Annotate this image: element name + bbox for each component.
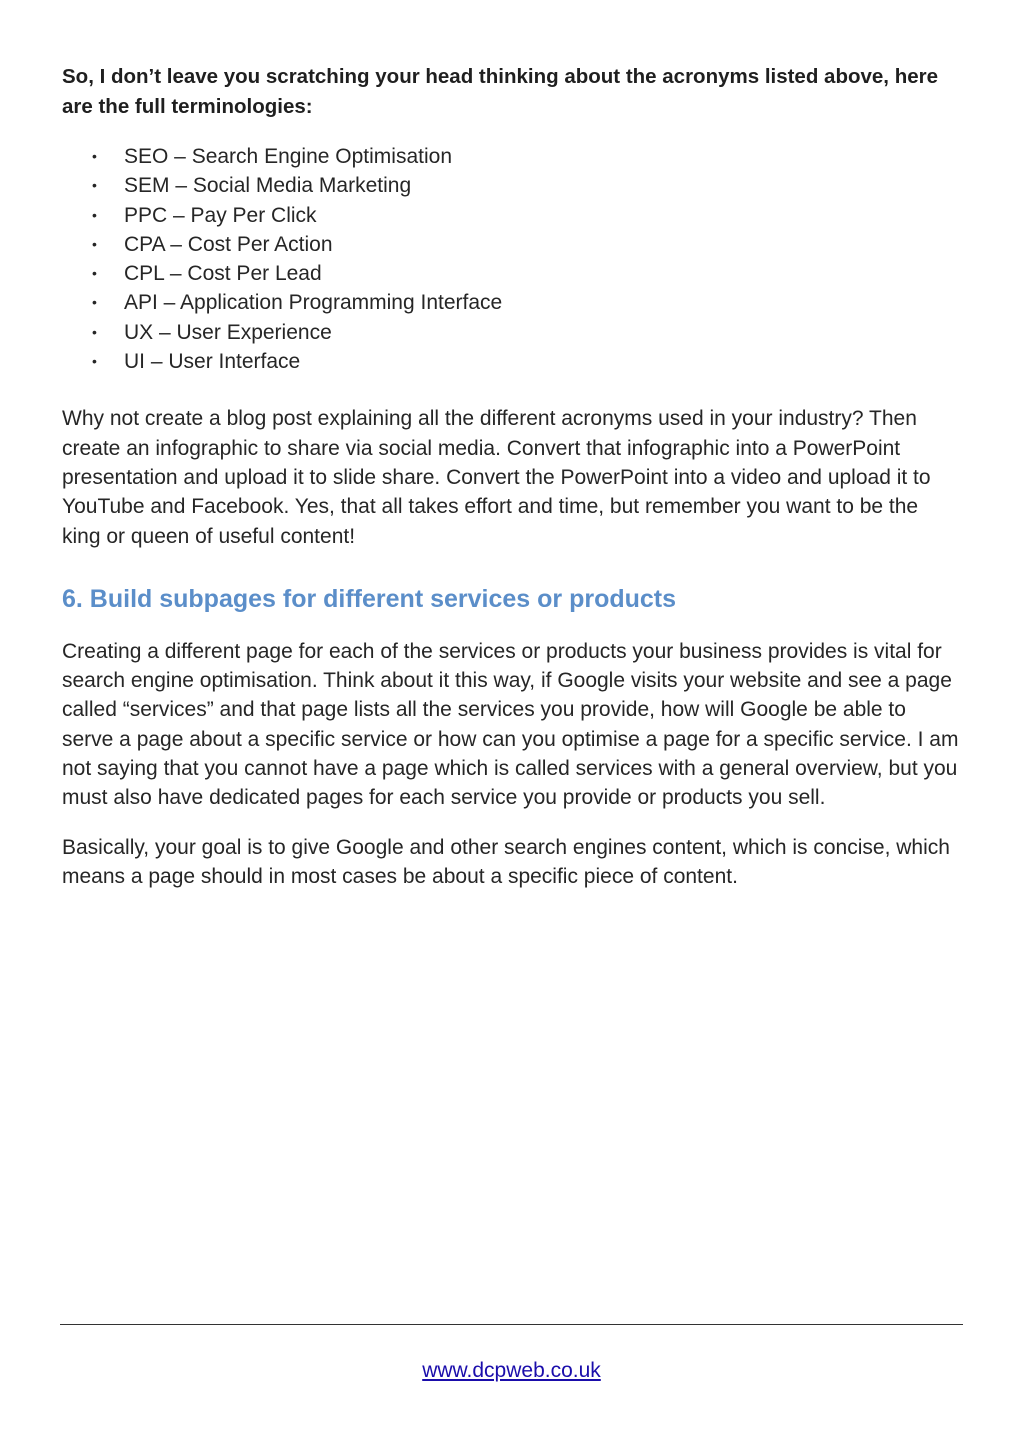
bullet-icon: • (92, 148, 97, 164)
term-text: UI – User Interface (124, 350, 301, 374)
list-item (62, 347, 962, 376)
footer-website-link[interactable]: www.dcpweb.co.uk (422, 1359, 601, 1382)
body-paragraph-2: Creating a different page for each of the services or products your business provides is vital for search engine optimisation. Think about it this way, if Google visits your website and see a page called “services” and that page lists all the services you provide, how will Google be able to serve a page about a specific service or how can you optimise a page for a specific service. I am not saying that you cannot have a page which is called services with a general overview, but you must also have dedicated pages for each service you provide or products you sell. (62, 639, 959, 810)
list-item (62, 230, 962, 259)
body-paragraph-1: Why not create a blog post explaining all the different acronyms used in your industry? Then create an infographic to share via social media. Convert that infographic into a PowerPoint presentation and upload it to slide share. Convert the PowerPoint into a video and upload it to YouTube and Facebook. Yes, that all takes effort and time, but remember you want to be the king or queen of useful content! (62, 407, 931, 548)
bullet-icon: • (92, 177, 97, 194)
footer (0, 1356, 1023, 1386)
bullet-icon: • (92, 235, 97, 252)
terminology-list (62, 142, 962, 376)
list-item (62, 259, 962, 288)
document-page (62, 62, 962, 911)
term-text: UX – User Experience (124, 320, 332, 344)
term-text: CPL – Cost Per Lead (124, 262, 322, 286)
list-item (62, 201, 962, 230)
list-item (62, 171, 962, 200)
bullet-icon: • (92, 294, 97, 311)
list-item (62, 318, 962, 347)
list-item (62, 288, 962, 317)
bullet-icon: • (92, 265, 97, 282)
term-text: API – Application Programming Interface (124, 291, 503, 315)
bullet-icon: • (92, 323, 97, 340)
term-text: SEM – Social Media Marketing (124, 174, 412, 198)
intro-text: So, I don’t leave you scratching your head thinking about the acronyms listed above, here are the full terminologies: (62, 65, 938, 118)
body-paragraph-3: Basically, your goal is to give Google and other search engines content, which is concise, which means a page should in most cases be about a specific piece of content. (62, 835, 950, 888)
term-text: PPC – Pay Per Click (124, 203, 317, 227)
footer-divider (60, 1324, 963, 1325)
term-text: CPA – Cost Per Action (124, 232, 333, 256)
bullet-icon: • (92, 353, 97, 370)
section-heading: 6. Build subpages for different services or products (62, 584, 677, 613)
term-text: SEO – Search Engine Optimisation (124, 145, 453, 168)
list-item (62, 142, 962, 171)
bullet-icon: • (92, 206, 97, 223)
